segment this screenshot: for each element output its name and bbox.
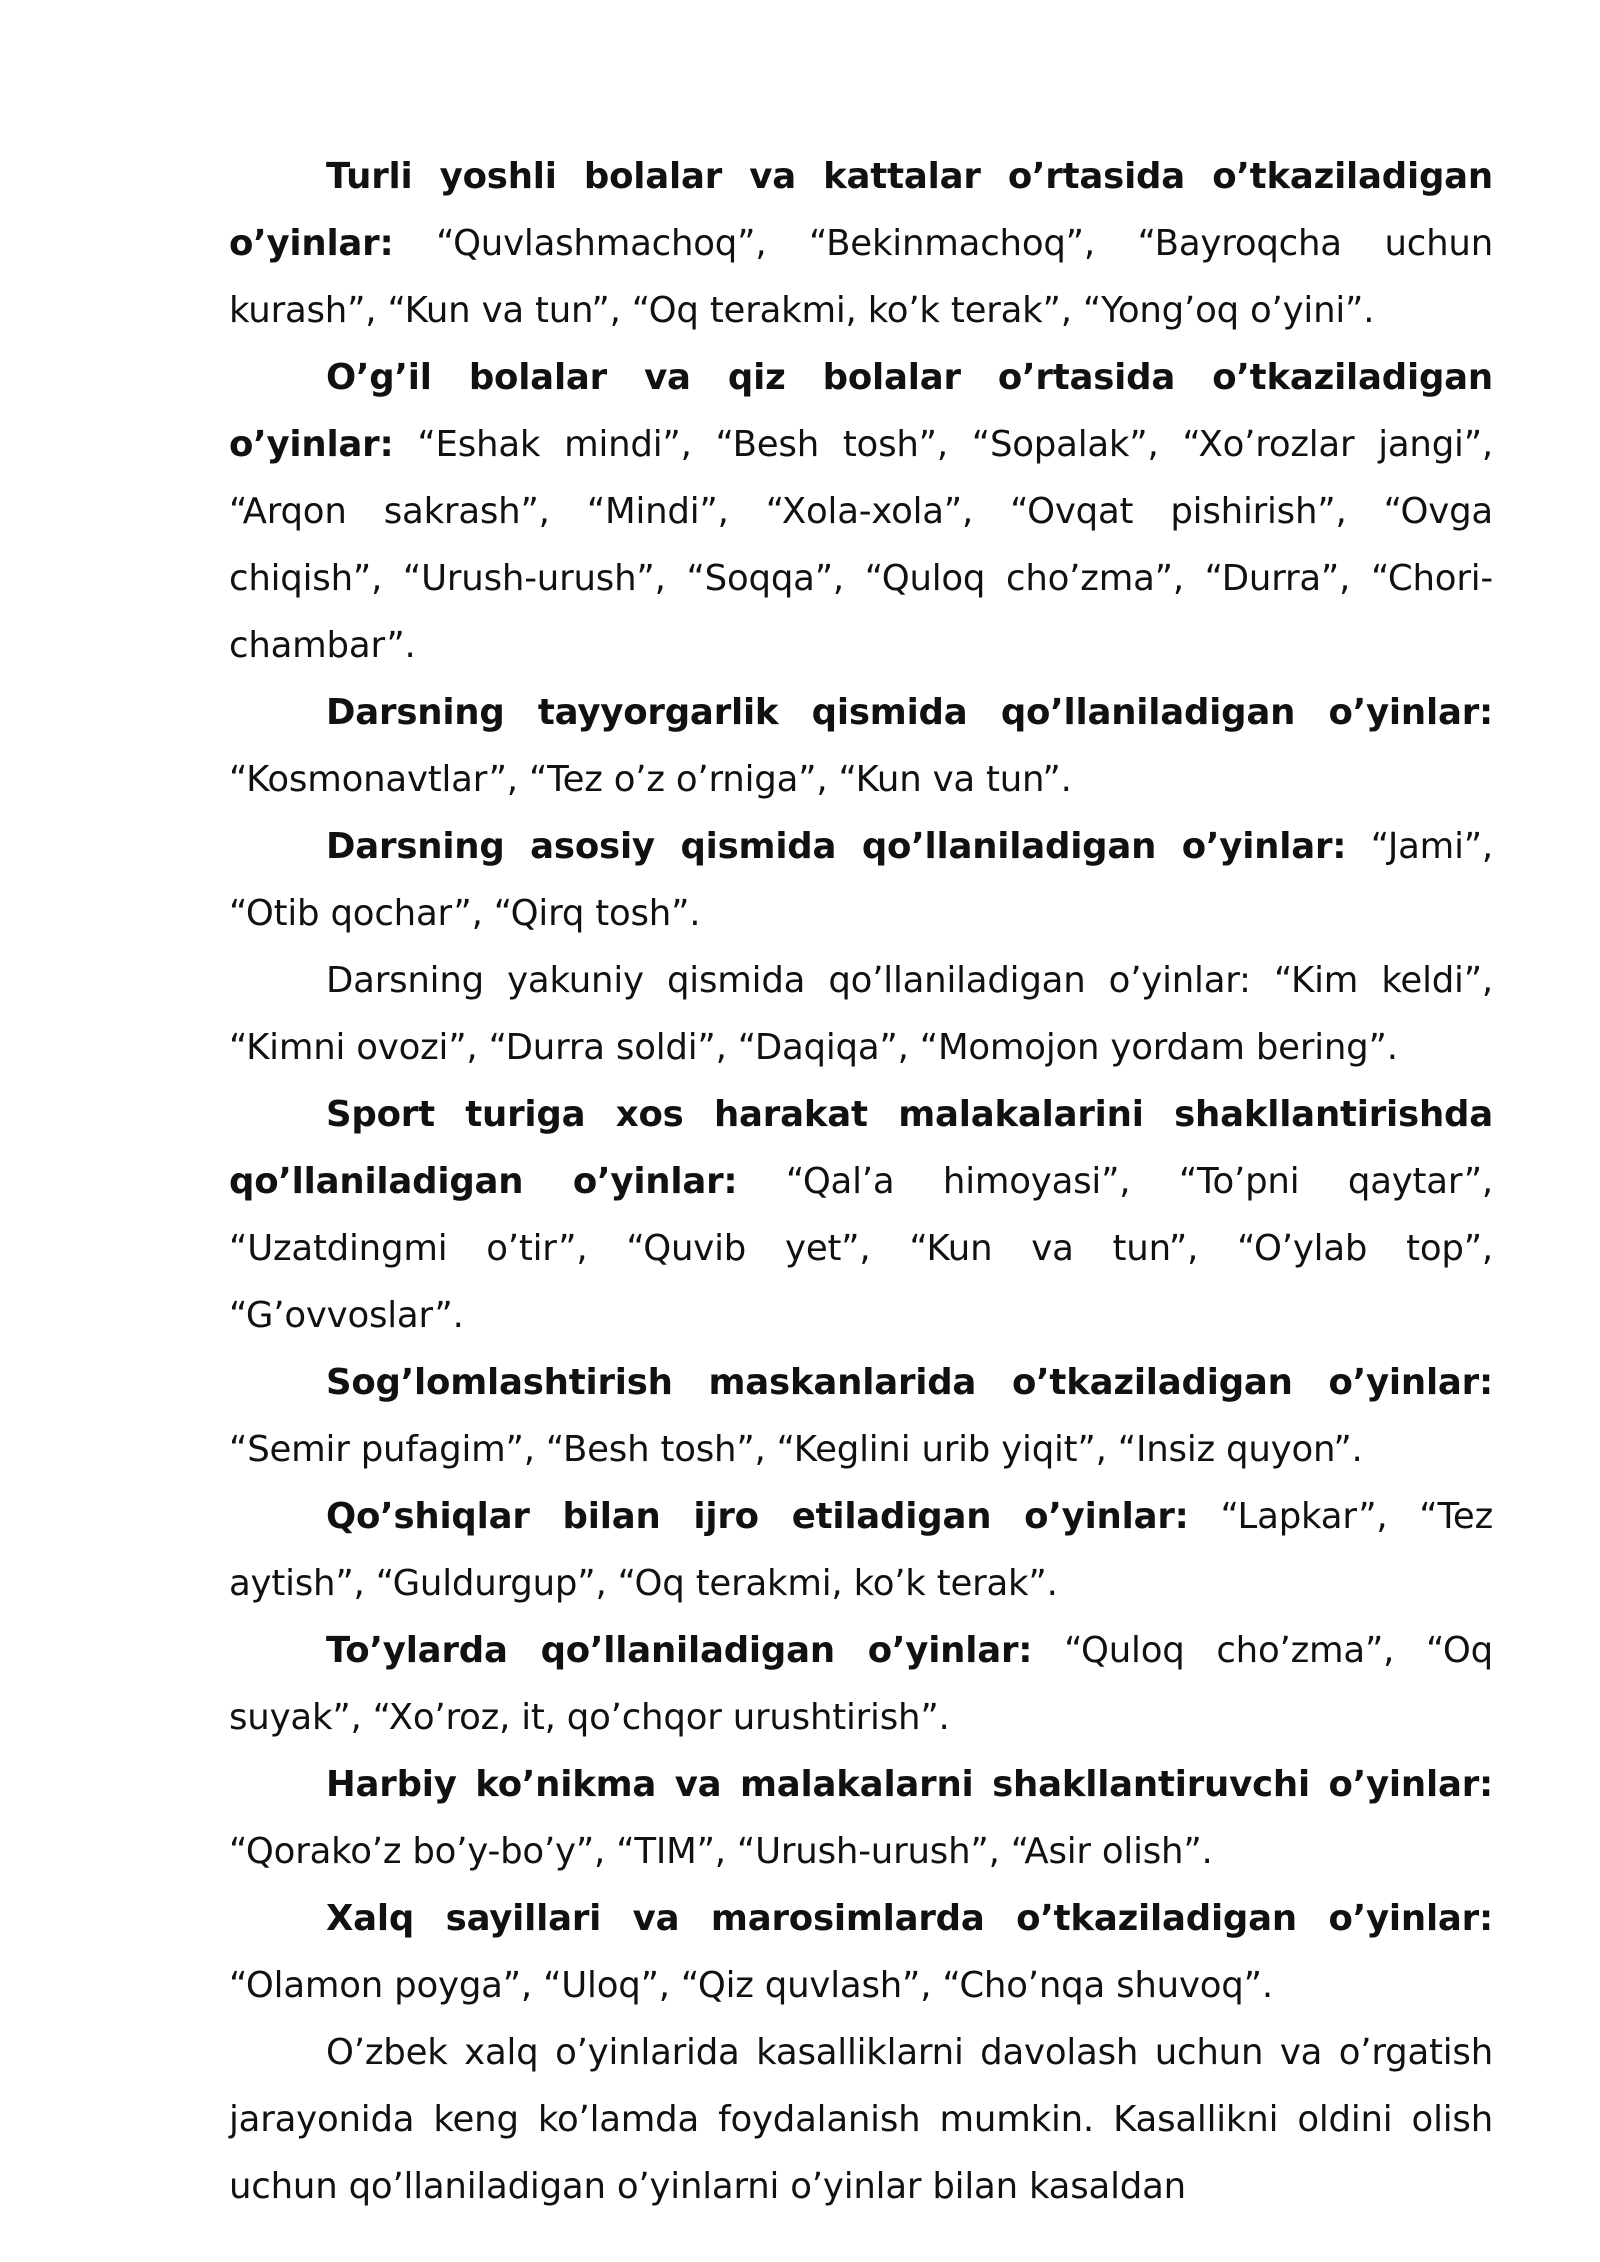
paragraph-text: Darsning yakuniy qismida qo’llaniladigan o’yinlar: “Kim keldi”, “Kimni ovozi”, “Durra soldi”, “Daqiqa”, “Momojon yordam bering”. bbox=[229, 960, 1493, 1068]
paragraph-heading: Harbiy ko’nikma va malakalarni shakllantiruvchi o’yinlar: bbox=[326, 1764, 1493, 1805]
paragraph-text: “Eshak mindi”, “Besh tosh”, “Sopalak”, “Xo’rozlar jangi”, “Arqon sakrash”, “Mindi”, “Xola-xola”, “Ovqat pishirish”, “Ovga chiqish”, “Urush-urush”, “Soqqa”, “Quloq cho’zma”, “Durra”, “Chori-chambar”. bbox=[229, 424, 1493, 666]
paragraph-games-treatment bbox=[229, 2019, 1493, 2220]
paragraph-heading: Darsning asosiy qismida qo’llaniladigan o’yinlar: bbox=[326, 826, 1347, 867]
document-page bbox=[229, 143, 1493, 2220]
paragraph-games-boys-girls bbox=[229, 344, 1493, 679]
paragraph-heading: Sog’lomlashtirish maskanlarida o’tkaziladigan o’yinlar: bbox=[326, 1362, 1493, 1403]
paragraph-games-military-skills bbox=[229, 1751, 1493, 1885]
paragraph-games-weddings bbox=[229, 1617, 1493, 1751]
paragraph-text: “Semir pufagim”, “Besh tosh”, “Keglini urib yiqit”, “Insiz quyon”. bbox=[229, 1429, 1363, 1470]
paragraph-heading: Turli yoshli bolalar va kattalar o’rtasida o’tkaziladigan o’yinlar: bbox=[229, 156, 1493, 264]
paragraph-heading: To’ylarda qo’llaniladigan o’yinlar: bbox=[326, 1630, 1033, 1671]
paragraph-text: “Jami”, “Otib qochar”, “Qirq tosh”. bbox=[229, 826, 1494, 934]
paragraph-text: “Kosmonavtlar”, “Tez o’z o’rniga”, “Kun va tun”. bbox=[229, 759, 1072, 800]
paragraph-text: “Qorako’z bo’y-bo’y”, “TIM”, “Urush-urush”, “Asir olish”. bbox=[229, 1831, 1213, 1872]
paragraph-text: “Quloq cho’zma”, “Oq suyak”, “Xo’roz, it, qo’chqor urushtirish”. bbox=[229, 1630, 1494, 1738]
paragraph-text: “Qal’a himoyasi”, “To’pni qaytar”, “Uzatdingmi o’tir”, “Quvib yet”, “Kun va tun”, “O’ylab top”, “G’ovvoslar”. bbox=[229, 1161, 1493, 1336]
paragraph-games-main-part bbox=[229, 813, 1493, 947]
paragraph-games-final-part bbox=[229, 947, 1493, 1081]
paragraph-games-sport-skills bbox=[229, 1081, 1493, 1349]
paragraph-text: “Quvlashmachoq”, “Bekinmachoq”, “Bayroqcha uchun kurash”, “Kun va tun”, “Oq terakmi, ko’k terak”, “Yong’oq o’yini”. bbox=[229, 223, 1493, 331]
paragraph-text: O’zbek xalq o’yinlarida kasalliklarni davolash uchun va o’rgatish jarayonida keng ko’lamda foydalanish mumkin. Kasallikni oldini olish uchun qo’llaniladigan o’yinlarni o’yinlar bilan kasaldan bbox=[229, 2032, 1493, 2207]
paragraph-games-songs bbox=[229, 1483, 1493, 1617]
paragraph-heading: Xalq sayillari va marosimlarda o’tkaziladigan o’yinlar: bbox=[326, 1898, 1493, 1939]
paragraph-games-all-ages bbox=[229, 143, 1493, 344]
paragraph-games-festivals bbox=[229, 1885, 1493, 2019]
paragraph-heading: Darsning tayyorgarlik qismida qo’llaniladigan o’yinlar: bbox=[326, 692, 1493, 733]
paragraph-games-health-resorts bbox=[229, 1349, 1493, 1483]
paragraph-games-preparatory-part bbox=[229, 679, 1493, 813]
paragraph-heading: Qo’shiqlar bilan ijro etiladigan o’yinlar: bbox=[326, 1496, 1189, 1537]
paragraph-heading: O’g’il bolalar va qiz bolalar o’rtasida o’tkaziladigan o’yinlar: bbox=[229, 357, 1493, 465]
paragraph-heading: Sport turiga xos harakat malakalarini shakllantirishda qo’llaniladigan o’yinlar: bbox=[229, 1094, 1493, 1202]
paragraph-text: “Lapkar”, “Tez aytish”, “Guldurgup”, “Oq terakmi, ko’k terak”. bbox=[229, 1496, 1494, 1604]
paragraph-text: “Olamon poyga”, “Uloq”, “Qiz quvlash”, “Cho’nqa shuvoq”. bbox=[229, 1965, 1273, 2006]
